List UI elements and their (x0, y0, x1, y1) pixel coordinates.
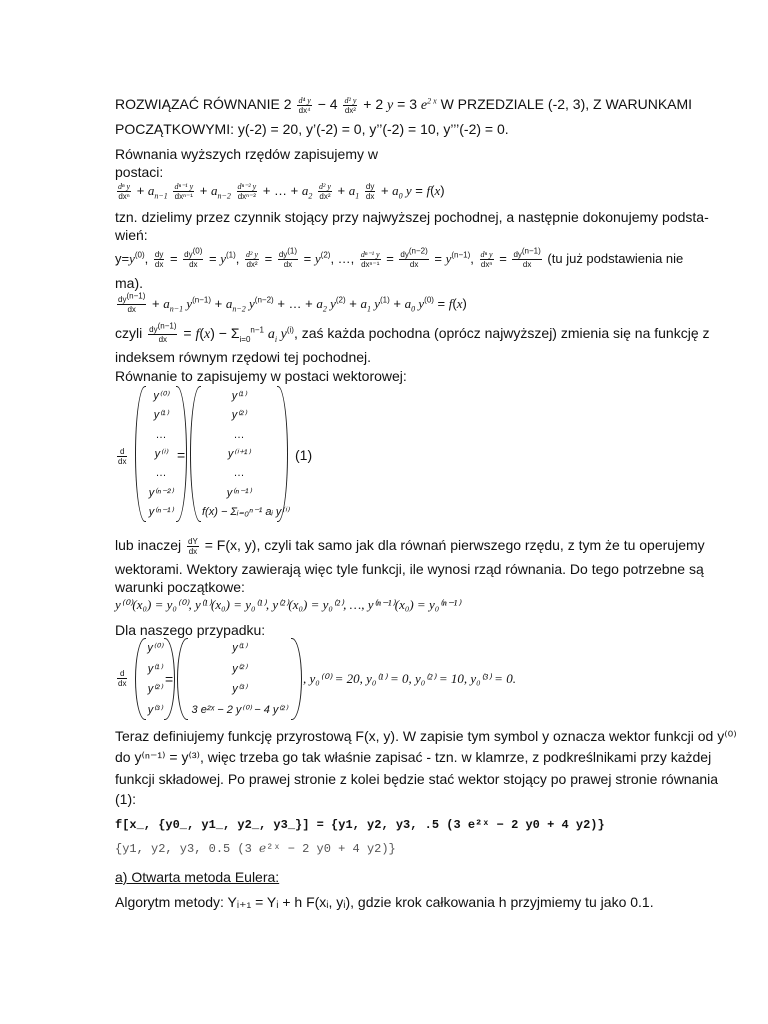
intro-line-2: postaci: (115, 164, 164, 180)
para3-line-2: do y⁽ⁿ⁻¹⁾ = y⁽³⁾, więc trzeba go tak właśnie zapisać - tzn. w klamrze, z podkreślnikami przy każdej (115, 749, 712, 765)
equation-number: (1) (295, 447, 313, 463)
equals-sign: = (177, 447, 186, 463)
d-dx-operator: $\frac{d}{dx}$ (118, 446, 127, 466)
vector2-left-entry: y⁽⁰⁾ (147, 642, 163, 655)
algorithm-line: Algorytm metody: Yᵢ₊₁ = Yᵢ + h F(xᵢ, yᵢ), gdzie krok całkowania h przyjmiemy tu jako 0.1. (115, 894, 654, 910)
vector2-right-entry: y⁽¹⁾ (232, 642, 247, 655)
vector1-left-entry: y⁽ⁿ⁻¹⁾ (148, 506, 174, 519)
vector1-right-entry: … (233, 467, 245, 480)
our-conditions: , y₀⁽⁰⁾ = 20, y₀⁽¹⁾ = 0, y₀⁽²⁾ = 10, y₀⁽³⁾ = 0. (303, 671, 516, 686)
code-output: {y1, y2, y3, 0.5 (3 ℯ²ˣ − 2 y0 + 4 y2)} (115, 842, 396, 856)
vector2-left-entry: y⁽²⁾ (147, 683, 163, 696)
para3-line-1: Teraz definiujemy funkcję przyrostową F(x, y). W zapisie tym symbol y oznacza wektor funkcji od y⁽⁰⁾ (115, 728, 737, 744)
vector1-right-entry: … (233, 428, 245, 441)
problem-line-1 (115, 95, 692, 115)
vector1-left-entry: y⁽¹⁾ (153, 409, 169, 422)
fraction-d2y-dx2: $\frac{\text{d² y}}{\text{dx²}}$ (344, 95, 357, 115)
vector2-right-entry: y⁽³⁾ (232, 683, 247, 696)
our-case: Dla naszego przypadku: (115, 622, 266, 638)
tzn-line-1: tzn. dzielimy przez czynnik stojący przy najwyższej pochodnej, a następnie dokonujemy podsta- (115, 209, 709, 225)
tzn-line-2: wień: (115, 227, 148, 243)
vector2-right-entry: 3 e²ˣ − 2 y⁽⁰⁾ − 4 y⁽²⁾ (191, 703, 288, 716)
section-heading-text: a) Otwarta metoda Eulera: (115, 869, 280, 885)
czyli-line-2: indeksem równym rzędowi tej pochodnej. (115, 349, 372, 365)
vector2-left-entry: y⁽¹⁾ (147, 662, 163, 675)
intro-line-1: Równania wyższych rzędów zapisujemy w (115, 146, 378, 162)
vector1-right-entry: y⁽¹⁾ (231, 389, 247, 402)
subst-tail-2: ma). (115, 275, 143, 291)
vector1-left-entry: y⁽ⁿ⁻²⁾ (148, 486, 174, 499)
vector1-left-entry: … (155, 428, 167, 441)
problem-var: y (387, 98, 394, 113)
section-heading (115, 868, 279, 886)
problem-text: = 3 (397, 96, 417, 112)
problem-text: W PRZEDZIALE (-2, 3), Z WARUNKAMI (440, 96, 693, 112)
problem-text: ROZWIĄZAĆ RÓWNANIE 2 (115, 96, 292, 112)
problem-text: + 2 (363, 96, 384, 112)
substitution-line: $y=y^{(0)}$, $\frac{dy}{dx}$ = $\frac{dy^{(0)}}{dx}$ = $y^{(1)}$, $\frac{\text{d² y}}{\text{dx²}}$ = $\frac{dy^{(1)}}{dx}$ = $y^{(2)}$, …, $\frac{\text{dⁿ⁻¹ y}}{\text{dxⁿ⁻¹}}$ = $\frac{dy^{(n-2)}}{dx}$ = $y^{(n-1)}$, $\frac{\text{dⁿ y}}{\text{dxⁿ}}$ = $\frac{dy^{(n-1)}}{dx}$ (tu już podstawienia nie (115, 246, 684, 270)
reduced-equation: $\frac{dy^{(n-1)}}{dx}$ + $a_{n-1}$ $y^{(n-1)} + a_{n-2}$ $y^{(n-2)}$ + … + $a_2$ $y^{(2)} + a_1$ $y^{(1)} + a_0$ $y^{(0)} = f(x)$ (118, 291, 467, 315)
code-input: f[x_, {y0_, y1_, y2_, y3_}] = {y1, y2, y3, .5 (3 e²ˣ − 2 y0 + 4 y2)} (115, 818, 605, 832)
vector1-right-entry: y⁽ⁿ⁻¹⁾ (226, 486, 252, 499)
czyli-word: czyli (115, 325, 143, 341)
czyli-line: czyli $\frac{dy^{(n-1)}}{dx}$ = $f(x) - \Sigma_{i=0}^{n-1}$ $a_i$ $y^{(i)}$, zaś każda pochodna (oprócz najwyższej) zmienia się na funkcję z (115, 321, 710, 344)
czyli-text: , zaś każda pochodna (oprócz najwyższej) zmienia się na funkcję z (293, 325, 710, 341)
problem-text: − 4 (317, 96, 338, 112)
para2-text: lub inaczej (115, 537, 182, 553)
vector1-right-entry: f(x) − Σᵢ₌₀ⁿ⁻¹ aᵢ y⁽ⁱ⁾ (202, 506, 289, 519)
para2-line-2: wektorami. Wektory zawierają więc tyle funkcji, ile wynosi rząd równania. Do tego potrzebne są (115, 561, 704, 577)
vector2-right (177, 638, 302, 720)
para2-text: = F(x, y), czyli tak samo jak dla równań pierwszego rzędu, z tym że tu operujemy (204, 537, 705, 553)
para2-line-1: lub inaczej $\frac{dY}{dx}$ = F(x, y), czyli tak samo jak dla równań pierwszego rzędu, z tym że tu operujemy (115, 536, 705, 556)
vector1-left-entry: y⁽ⁱ⁾ (154, 448, 168, 460)
subst-tail: (tu już podstawienia nie (547, 251, 684, 266)
para3-line-3: funkcji składowej. Po prawej stronie z kolei będzie stać wektor stojący po prawej stronie równania (115, 771, 719, 787)
initial-conditions: y⁽⁰⁾(x₀) = y₀⁽⁰⁾, y⁽¹⁾(x₀) = y₀⁽¹⁾, y⁽²⁾(x₀) = y₀⁽²⁾, …, y⁽ⁿ⁻¹⁾(x₀) = y₀⁽ⁿ⁻¹⁾ (115, 597, 461, 612)
vector1-right-entry: y⁽²⁾ (231, 409, 247, 422)
exp-term: $e^{2 x}$ (420, 96, 437, 113)
fraction-d4y-dx4: $\frac{\text{d⁴ y}}{\text{dx⁴}}$ (298, 95, 311, 115)
vector1-left-entry: … (155, 467, 167, 480)
equals-sign-2: = (165, 671, 174, 687)
vector1-right-entry: y⁽ⁱ⁺¹⁾ (227, 448, 251, 460)
para2-line-3: warunki początkowe: (115, 579, 245, 595)
d-dx-operator-2: $\frac{d}{dx}$ (118, 668, 127, 688)
general-equation: $\frac{\text{dⁿ y}}{\text{dxⁿ}}$ + $a_{n-1}$ $\frac{\text{dⁿ⁻¹ y}}{\text{dxⁿ⁻¹}}$ + $a_{n-2}$ $\frac{\text{dⁿ⁻² y}}{\text{dxⁿ⁻²}}$ + … + $a_2$ $\frac{\text{d² y}}{\text{dx²}}$ + $a_1$ $\frac{dy}{dx}$ + $a_0$ y = f(x) (118, 182, 445, 202)
vector-intro: Równanie to zapisujemy w postaci wektorowej: (115, 368, 407, 384)
problem-line-2: POCZĄTKOWYMI: y(-2) = 20, y’(-2) = 0, y’’(-2) = 10, y’’’(-2) = 0. (115, 121, 509, 137)
vector2-right-entry: y⁽²⁾ (232, 662, 247, 675)
vector1-left-entry: y⁽⁰⁾ (153, 389, 169, 402)
para3-line-4: (1): (115, 791, 136, 807)
vector2-left-entry: y⁽³⁾ (147, 703, 163, 716)
vector1-right (190, 386, 288, 522)
